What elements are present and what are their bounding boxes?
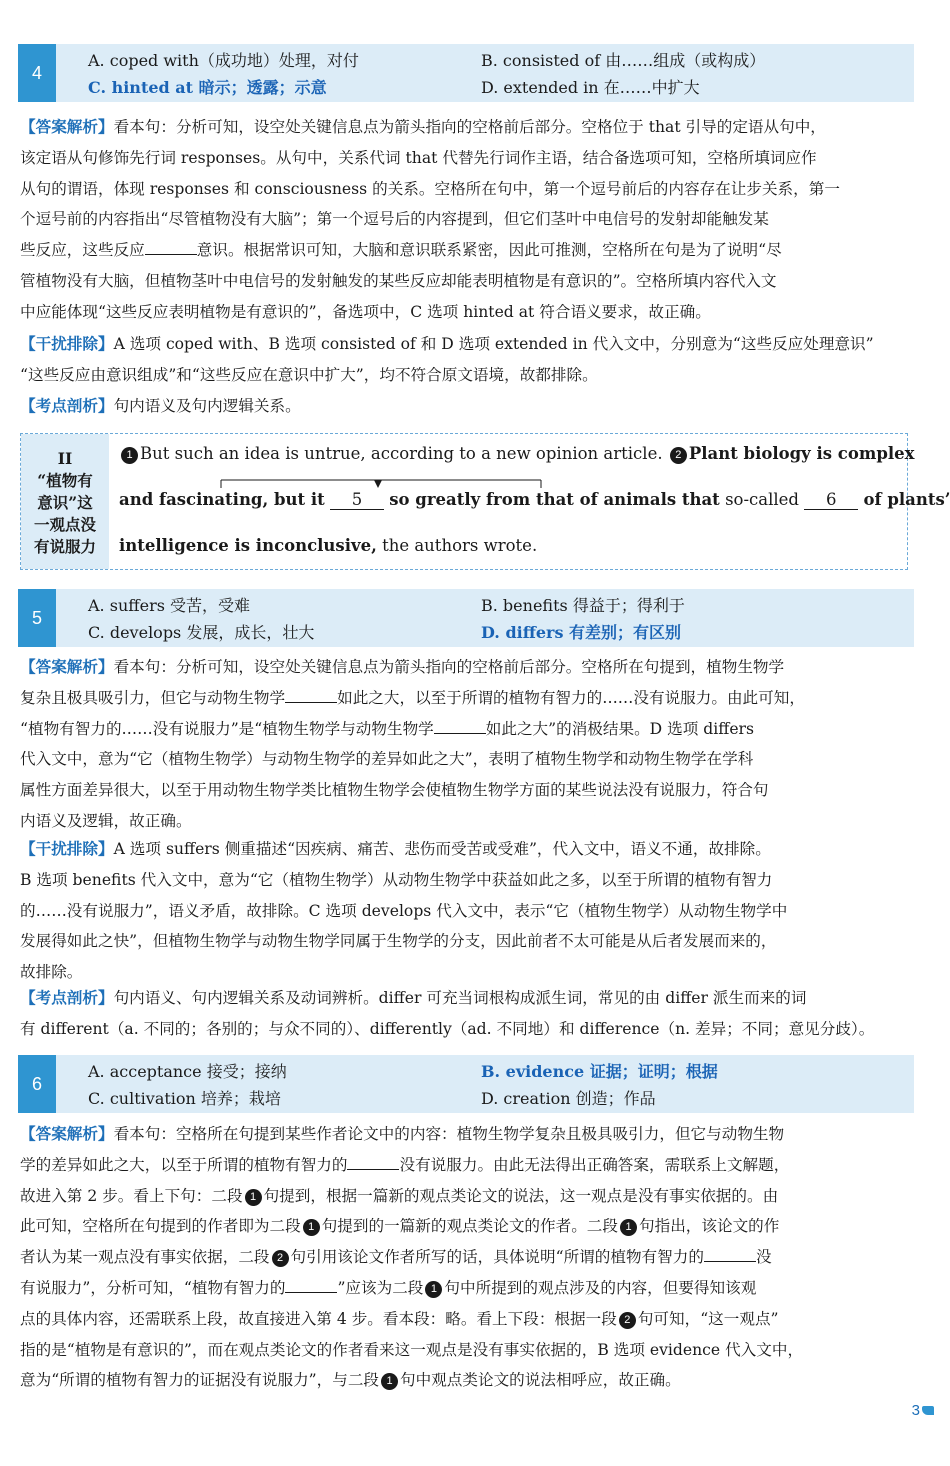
q5-distractor-analysis: 【干扰排除】A 选项 suffers 侧重描述“因疾病、痛苦、悲伤而受苦或受难”，代入文中，语义不通，故排除。 B 选项 benefits 代入文中，意为“它（植物生物学）从动物生物学中获益如此之多，以至于所谓的植物有智力 的……没有说服力”，语义矛盾，故排除。C 选项 develops 代入文中，表示“它（植物生物学）从动物生物学中 发展得如此之快”，但植物生物学与动物生物学同属于生物学的分支，因此前者不太可能是从后者发展而来的， 故排除。 xyxy=(20,839,788,982)
q4-answer-analysis: 【答案解析】看本句：分析可知，设空处关键信息点为箭头指向的空格前后部分。空格位于 that 引导的定语从句中， 该定语从句修饰先行词 responses。从句中，关系代词 that 代替先行词作主语，结合备选项可知，空格所填词应作 从句的谓语，体现 responses 和 consciousness 的关系。空格所在句中，第一个逗号前后的内容存在让步关系，第一 个逗号前的内容指出“尽管植物没有大脑”；第一个逗号后的内容提到，但它们茎叶中电信号的发射却能触发某 些反应，这些反应 意识。根据常识可知，大脑和意识联系紧密，因此可推测，空格所在句是为了说明“尽 管植物没有大脑，但植物茎叶中电信号的发射触发的某些反应却能表明植物是有意识的”。空格所填内容代入文 中应能体现“这些反应表明植物是有意识的”，备选项中，C 选项 hinted at 符合语义要求，故正确。 xyxy=(20,117,840,321)
blank-5: 5 xyxy=(330,490,384,510)
question-5-options xyxy=(18,589,914,647)
passage-excerpt xyxy=(20,433,950,570)
option-c: C. develops 发展，成长，壮大 xyxy=(88,623,315,642)
question-number: 5 xyxy=(18,589,56,647)
q4-point-analysis: 【考点剖析】句内语义及句内逻辑关系。 xyxy=(20,396,301,415)
blank xyxy=(145,240,197,255)
sentence-marker-1: 1 xyxy=(121,447,138,464)
q4-distractor-analysis: 【干扰排除】A 选项 coped with、B 选项 consisted of 和 D 选项 extended in 代入文中，分别意为“这些反应处理意识” “这些反应由意识组成”和“这些反应在意识中扩大”，均不符合原文语境，故都排除。 xyxy=(20,334,874,384)
passage-line-2: and fascinating, but it 5 so greatly from that of animals that so-called 6 of plants’ xyxy=(119,490,950,509)
option-b: B. consisted of 由……组成（或构成） xyxy=(481,51,766,70)
option-c: C. cultivation 培养；栽培 xyxy=(88,1089,281,1108)
option-a: A. suffers 受苦，受难 xyxy=(88,596,251,615)
option-d-correct: D. differs 有差别；有区别 xyxy=(481,623,682,642)
question-number: 6 xyxy=(18,1055,56,1113)
book-icon xyxy=(922,1406,934,1415)
question-number: 4 xyxy=(18,44,56,102)
option-b: B. benefits 得益于；得利于 xyxy=(481,596,685,615)
sentence-marker-2: 2 xyxy=(670,447,687,464)
question-6-options xyxy=(18,1055,914,1113)
passage-label: II “植物有 意识”这 一观点没 有说服力 xyxy=(21,434,109,569)
question-4-options xyxy=(18,44,914,102)
q5-answer-analysis: 【答案解析】看本句：分析可知，设空处关键信息点为箭头指向的空格前后部分。空格所在句提到，植物生物学 复杂且极具吸引力，但它与动物生物学 如此之大，以至于所谓的植物有智力的……没有说服力。由此可知， “植物有智力的……没有说服力”是“植物生物学与动物生物学 如此之大”的消极结果。D 选项 differs 代入文中，意为“它（植物生物学）与动物生物学的差异如此之大”，表明了植物生物学和动物生物学在学科 属性方面差异很大，以至于用动物生物学类比植物生物学会使植物生物学方面的某些说法没有说服力，符合句 内语义及逻辑，故正确。 xyxy=(20,657,805,830)
option-a: A. coped with（成功地）处理，对付 xyxy=(88,51,359,70)
option-c-correct: C. hinted at 暗示；透露；示意 xyxy=(88,78,327,97)
option-a: A. acceptance 接受；接纳 xyxy=(88,1062,287,1081)
q5-point-analysis: 【考点剖析】句内语义、句内逻辑关系及动词辨析。differ 可充当词根构成派生词，常见的由 differ 派生而来的词 有 different（a. 不同的；各别的；与众不同的）、differently（ad. 不同地）和 difference（n. 差异；不同；意见分歧）。 xyxy=(20,988,875,1038)
page-number: 3 xyxy=(911,1402,920,1419)
option-d: D. extended in 在……中扩大 xyxy=(481,78,700,97)
option-b-correct: B. evidence 证据；证明；根据 xyxy=(481,1062,718,1081)
passage-line-3: intelligence is inconclusive, the authors wrote. xyxy=(119,536,538,555)
option-d: D. creation 创造；作品 xyxy=(481,1089,656,1108)
q6-answer-analysis: 【答案解析】看本句：空格所在句提到某些作者论文中的内容：植物生物学复杂且极具吸引力，但它与动物生物 学的差异如此之大，以至于所谓的植物有智力的 没有说服力。由此无法得出正确答案，需联系上文解题， 故进入第 2 步。看上下句：二段 1 句提到，根据一篇新的观点类论文的说法，这一观点是没有事实依据的。由 此可知，空格所在句提到的作者即为二段 1 句提到的一篇新的观点类论文的作者。二段 1 句指出，该论文的作 者认为某一观点没有事实依据，二段 2 句引用该论文作者所写的话，具体说明“所谓的植物有智力的 没 有说服力”，分析可知，“植物有智力的 ”应该为二段 1 句中所提到的观点涉及的内容，但要得知该观 点的具体内容，还需联系上段，故直接进入第 4 步。看本段：略。看上下段：根据一段 2 句可知，“这一观点” 指的是“植物是有意识的”，而在观点类论文的作者看来这一观点是没有事实依据的，B 选项 evidence 代入文中， 意为“所谓的植物有智力的证据没有说服力”，与二段 1 句中观点类论文的说法相呼应，故正确。 xyxy=(20,1124,804,1390)
passage-line-1: 1 But such an idea is untrue, according to a new opinion article. 2 Plant biology is complex xyxy=(119,444,914,464)
blank-6: 6 xyxy=(804,490,858,510)
arrow-markers xyxy=(211,470,771,490)
